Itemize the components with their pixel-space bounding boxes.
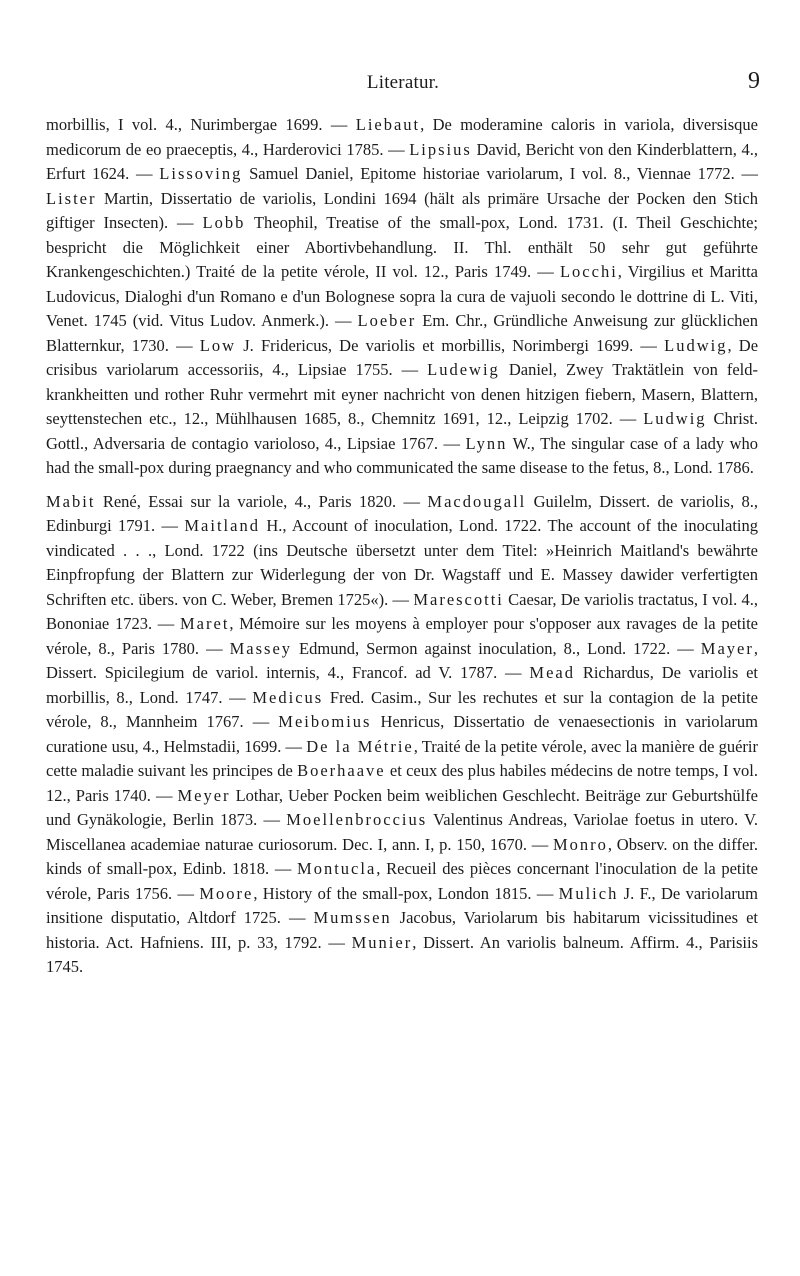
author-name: Low [199,335,237,355]
author-name: Massey [229,638,293,658]
author-name: Lynn [465,433,508,453]
entry-text: , Dissert. An variolis balneum. Affirm. 4., Parisiis 1745. [46,932,758,976]
entry-text: Martin, Dissertatio de variolis, Londini 1694 (hält als primäre Ursache der Pocken den Stich giftiger Insecten). — [46,188,758,232]
entry-text: , Traité de la petite vérole, avec la manière de guérir cette maladie suivant les principes de [46,736,758,780]
entry-text: W., The singular case of a lady who had the small-pox during praegnancy and who communicated the same disease to the fetus, 8., Lond. 1786. [46,433,758,477]
entry-text: Jacobus, Variolarum bis habitarum vicissitudines et historia. Act. Hafniens. III, p. 33, 1792. — [46,908,758,952]
entry-text: Richardus, De variolis et morbillis, 8., Lond. 1747. — [46,663,759,707]
author-name: Loeber [357,311,417,330]
author-name: Lissoving [159,164,243,183]
entry-text: Edmund, Sermon against inoculation, 8., Lond. 1722. — [292,638,701,658]
author-name: Ludwig [643,409,707,428]
entry-text: Henricus, Dissertatio de venaesectionis in variolarum curatione usu, 4., Helmstadii, 1699. — [46,712,759,756]
entry-text: et ceux des plus habiles médecins de notre temps, I vol. 12., Paris 1740. — [46,761,758,805]
entry-text: David, Bericht von den Kinderblattern, 4., Erfurt 1624. — [46,139,758,183]
entry-text: , Mémoire sur les moyens à employer pour s'opposer aux ravages de la petite vérole, 8., Paris 1780. — [46,614,758,658]
entry-text: J. F., De variolarum insitione disputatio, Altdorf 1725. — [46,883,758,927]
author-name: Monro [552,834,608,854]
entry-text: Theophil, Treatise of the small-pox, Lond. 1731. (I. Theil Geschichte; bespricht die Möglichkeit einer Abortivbehandlung. II. Thl. enthält 50 sehr gut geführte Krankengeschichten.) Traité de la petite vérole, II vol. 12., Paris 1749. — [46,213,758,281]
entry-text: Samuel Daniel, Epitome historiae variolarum, I vol. 8., Viennae 1772. — [242,164,758,183]
author-name: Maitland [184,516,260,535]
author-name: Mabit [46,491,96,511]
author-name: Mayer [700,638,754,658]
entry-text: morbillis, I vol. 4., Nurimbergae 1699. — [46,115,356,134]
entry-text: Christ. Gottl., Adversaria de contagio varioloso, 4., Lipsiae 1767. — [46,409,758,453]
author-name: De la Métrie [306,736,414,756]
author-name: Marescotti [413,589,504,609]
author-name: Lipsius [409,139,472,159]
entry-text: Lothar, Ueber Pocken beim weiblichen Geschlecht. Beiträge zur Geburtshülfe und Gynäkologie, Berlin 1873. — [46,785,759,829]
entry-text: , De crisibus variolarum accessoriis, 4., Lipsiae 1755. — [46,335,759,379]
author-name: Ludwig [664,335,728,355]
entry-text: Valentinus Andreas, Variolae foetus in utero. V. Miscellanea academiae naturae curiosorum. Dec. I, ann. I, p. 150, 1670. — [46,810,758,854]
author-name: Meyer [177,785,231,805]
author-name: Moellenbroccius [286,810,428,829]
entry-text: , Observ. on the differ. kinds of small-pox, Edinb. 1818. — [46,834,758,878]
entry-text: , History of the small-pox, London 1815. — [253,883,559,903]
entry-text: , Virgilius et Maritta Ludovicus, Dialoghi d'un Romano e d'un Bolognese sopra la cura de vajuoli secondo le dottrine di L. Viti, Venet. 1745 (vid. Vitus Ludov. Anmerk.). — [46,262,758,330]
entry-text: Guilelm, Dissert. de variolis, 8., Edinburgi 1791. — [46,491,758,535]
page-header [46,68,760,100]
author-name: Meibomius [278,712,372,731]
author-name: Liebaut [355,115,421,134]
author-name: Mumssen [313,908,392,927]
author-name: Macdougall [427,491,527,511]
page-number: 9 [748,68,760,94]
author-name: Boerhaave [297,761,386,780]
author-name: Moore [199,883,254,903]
author-name: Munier [351,932,413,952]
entry-text: J. Fridericus, De variolis et morbillis, Norimbergi 1699. — [236,335,665,355]
author-name: Lobb [202,213,246,232]
author-name: Montucla [297,859,377,878]
running-head: Literatur. [366,72,440,93]
entry-text: Daniel, Zwey Traktätlein von feld-krankheitten und rother Ruhr vermehrt mit eyner nachricht von denen hitzigen fiebern, Masern, Blattern, seyttenstechen etc., 12., Mühlhausen 1685, 8., Chemnitz 1691, 12., Leipzig 1702. — [46,360,758,428]
entry-text: , De moderamine caloris in variola, diversisque medicorum de eo praeceptis, 4., Harderovici 1785. — [46,115,758,159]
author-name: Lister [46,188,97,208]
entry-text: René, Essai sur la variole, 4., Paris 1820. — [95,491,428,511]
entry-text: H., Account of inoculation, Lond. 1722. The account of the inoculating vindicated . . ., Lond. 1722 (ins Deutsche übersetzt unter dem Titel: »Heinrich Maitland's bewährte Einpfropfung der Blattern zur Widerlegung der von Dr. Wagstaff und E. Massey dawider verfertigten Schriften etc. übers. von C. Weber, Bremen 1725«). — [46,516,758,609]
entry-text: Em. Chr., Gründliche Anweisung zur glücklichen Blatternkur, 1730. — [46,311,758,355]
entry-text: , Recueil des pièces concernant l'inoculation de la petite vérole, Paris 1756. — [46,859,759,903]
author-name: Locchi [559,262,618,281]
entry-text: Caesar, De variolis tractatus, I vol. 4., Bononiae 1723. — [46,589,759,633]
author-name: Maret [180,614,230,633]
bibliography-text [46,113,758,980]
author-name: Medicus [252,687,324,707]
entry-text: , Dissert. Spicilegium de variol. internis, 4., Francof. ad V. 1787. — [46,638,758,682]
author-name: Ludewig [427,360,500,379]
author-name: Mead [529,663,575,682]
bibliography-paragraph-1 [46,113,758,481]
entry-text: Fred. Casim., Sur les rechutes et sur la contagion de la petite vérole, 8., Mannheim 1767. — [46,687,759,731]
bibliography-paragraph-2 [46,490,758,980]
author-name: Mulich [558,883,619,903]
